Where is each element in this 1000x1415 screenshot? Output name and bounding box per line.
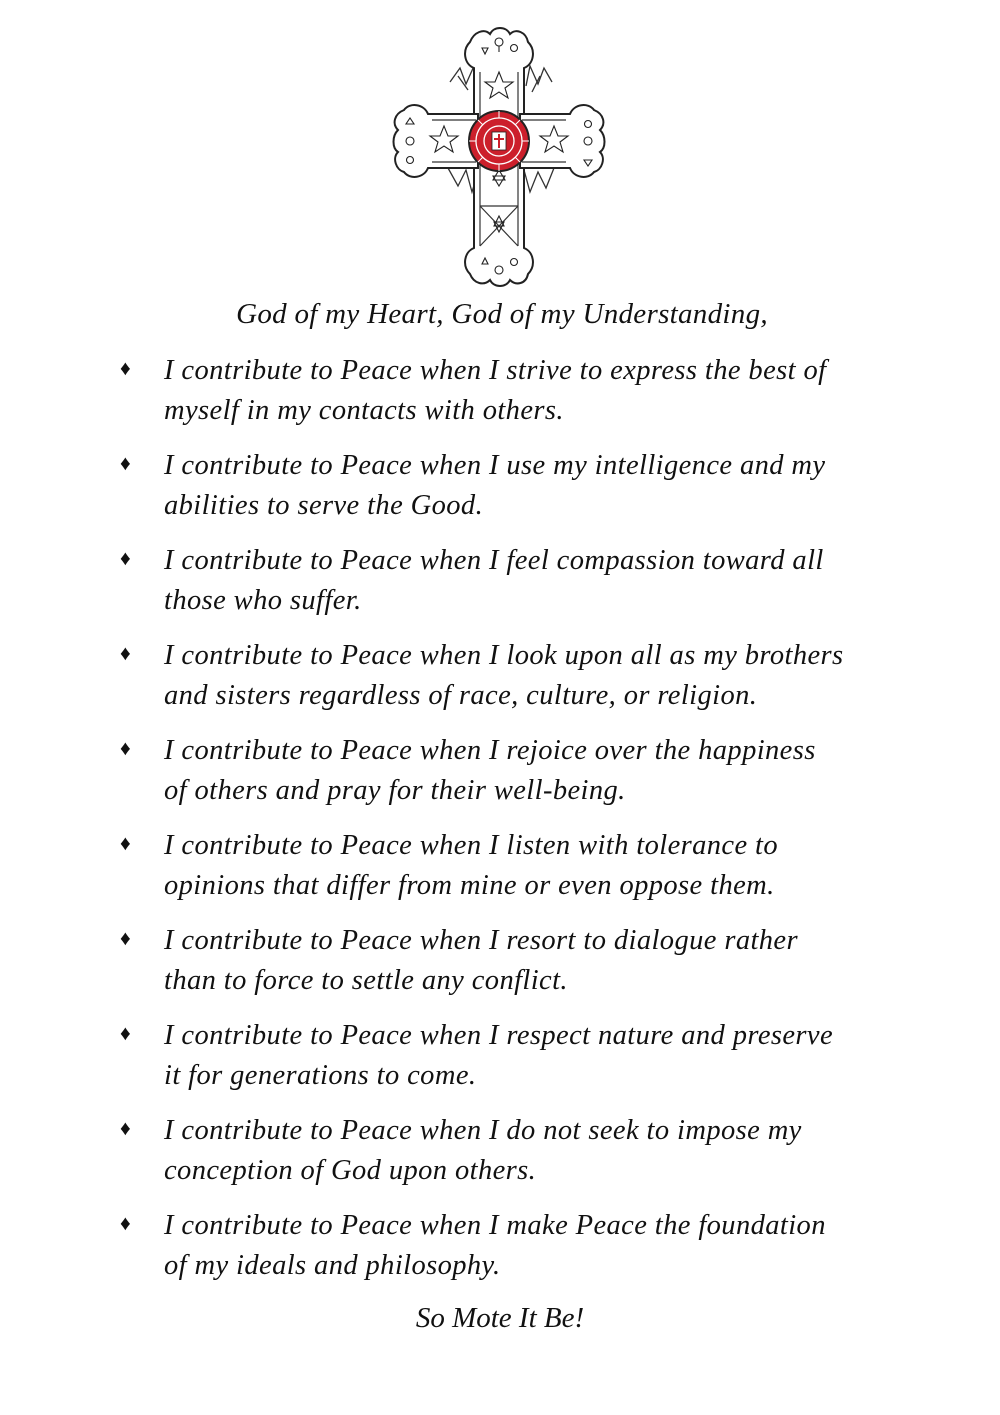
affirmation-line-2: of my ideals and philosophy. xyxy=(164,1250,501,1281)
rosy-cross-emblem xyxy=(388,20,610,288)
list-item xyxy=(0,1017,1000,1112)
central-rose xyxy=(469,111,529,171)
list-item xyxy=(0,827,1000,922)
diamond-bullet-icon: ♦ xyxy=(120,736,131,760)
cross-top-arm xyxy=(465,28,533,124)
affirmation-line-2: and sisters regardless of race, culture, or religion. xyxy=(164,680,758,711)
list-item xyxy=(0,447,1000,542)
invocation-heading: God of my Heart, God of my Understanding, xyxy=(236,298,768,330)
affirmation-line-1: I contribute to Peace when I rejoice over the happiness xyxy=(164,735,816,766)
list-item xyxy=(0,637,1000,732)
affirmation-line-1: I contribute to Peace when I use my intelligence and my xyxy=(164,450,826,481)
list-item xyxy=(0,1112,1000,1207)
affirmation-line-2: abilities to serve the Good. xyxy=(164,490,484,521)
diamond-bullet-icon: ♦ xyxy=(120,1116,131,1140)
list-item xyxy=(0,1207,1000,1302)
affirmation-line-1: I contribute to Peace when I resort to dialogue rather xyxy=(164,925,798,956)
diamond-bullet-icon: ♦ xyxy=(120,831,131,855)
diamond-bullet-icon: ♦ xyxy=(120,641,131,665)
affirmation-line-2: those who suffer. xyxy=(164,585,362,616)
affirmation-line-1: I contribute to Peace when I feel compassion toward all xyxy=(164,545,824,576)
affirmation-list xyxy=(0,352,1000,1302)
affirmation-line-1: I contribute to Peace when I listen with tolerance to xyxy=(164,830,779,861)
affirmation-line-2: it for generations to come. xyxy=(164,1060,477,1091)
affirmation-line-2: myself in my contacts with others. xyxy=(164,395,564,426)
affirmation-line-2: than to force to settle any conflict. xyxy=(164,965,568,996)
affirmation-line-1: I contribute to Peace when I strive to express the best of xyxy=(164,355,827,386)
list-item xyxy=(0,352,1000,447)
affirmation-line-2: conception of God upon others. xyxy=(164,1155,537,1186)
affirmation-line-1: I contribute to Peace when I do not seek to impose my xyxy=(164,1115,802,1146)
diamond-bullet-icon: ♦ xyxy=(120,1021,131,1045)
list-item xyxy=(0,922,1000,1017)
list-item xyxy=(0,542,1000,637)
diamond-bullet-icon: ♦ xyxy=(120,1211,131,1235)
diamond-bullet-icon: ♦ xyxy=(120,546,131,570)
closing-line: So Mote It Be! xyxy=(415,1302,585,1334)
affirmation-line-1: I contribute to Peace when I look upon all as my brothers xyxy=(164,640,844,671)
diamond-bullet-icon: ♦ xyxy=(120,451,131,475)
affirmation-line-1: I contribute to Peace when I respect nature and preserve xyxy=(164,1020,833,1051)
affirmation-line-2: opinions that differ from mine or even oppose them. xyxy=(164,870,775,901)
diamond-bullet-icon: ♦ xyxy=(120,926,131,950)
list-item xyxy=(0,732,1000,827)
affirmation-line-1: I contribute to Peace when I make Peace the foundation xyxy=(164,1210,826,1241)
diamond-bullet-icon: ♦ xyxy=(120,356,131,380)
affirmation-line-2: of others and pray for their well-being. xyxy=(164,775,626,806)
